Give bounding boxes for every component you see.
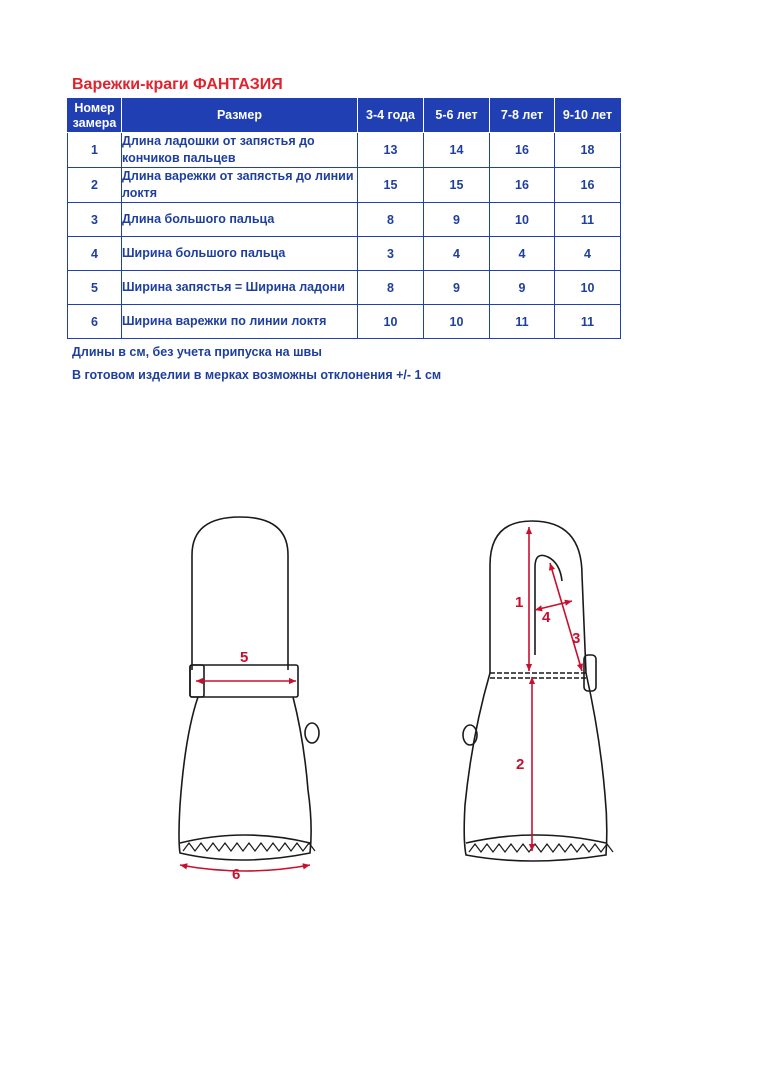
row-number: 6 bbox=[68, 305, 122, 339]
measure-3-label: 3 bbox=[572, 630, 581, 647]
cell-value: 15 bbox=[358, 168, 424, 203]
cell-value: 4 bbox=[555, 237, 621, 271]
row-number: 5 bbox=[68, 271, 122, 305]
mitten-back-view bbox=[179, 517, 319, 860]
cell-value: 8 bbox=[358, 203, 424, 237]
note-units: Длины в см, без учета припуска на швы bbox=[72, 345, 322, 359]
table-row bbox=[68, 271, 621, 305]
cell-value: 4 bbox=[424, 237, 490, 271]
table-row bbox=[68, 305, 621, 339]
cell-value: 16 bbox=[490, 133, 555, 168]
measure-6-label: 6 bbox=[232, 866, 241, 880]
palm-hand-outline bbox=[490, 521, 586, 673]
cell-value: 15 bbox=[424, 168, 490, 203]
measure-6-line bbox=[180, 865, 310, 871]
cell-value: 10 bbox=[358, 305, 424, 339]
cell-value: 11 bbox=[555, 305, 621, 339]
header-age-7-8: 7-8 лет bbox=[490, 99, 555, 133]
cell-value: 13 bbox=[358, 133, 424, 168]
table-header-row bbox=[68, 99, 621, 133]
cell-value: 16 bbox=[555, 168, 621, 203]
cell-value: 14 bbox=[424, 133, 490, 168]
measure-2-label: 2 bbox=[516, 756, 525, 773]
header-age-3-4: 3-4 года bbox=[358, 99, 424, 133]
mitten-palm-view bbox=[463, 521, 613, 861]
palm-cuff-outline bbox=[464, 673, 607, 861]
header-age-5-6: 5-6 лет bbox=[424, 99, 490, 133]
header-size: Размер bbox=[122, 99, 358, 133]
cell-value: 10 bbox=[424, 305, 490, 339]
palm-cuff-elastic bbox=[466, 835, 606, 843]
cell-value: 18 bbox=[555, 133, 621, 168]
table-row bbox=[68, 168, 621, 203]
cell-value: 16 bbox=[490, 168, 555, 203]
mitten-hand-outline bbox=[192, 517, 288, 670]
row-number: 3 bbox=[68, 203, 122, 237]
measure-4-label: 4 bbox=[542, 609, 551, 626]
cell-value: 9 bbox=[424, 203, 490, 237]
cell-value: 10 bbox=[555, 271, 621, 305]
measure-3-line bbox=[550, 563, 582, 671]
row-description: Ширина варежки по линии локтя bbox=[122, 305, 358, 339]
row-description: Длина варежки от запястья до линии локтя bbox=[122, 168, 358, 203]
cuff-zigzag bbox=[183, 843, 315, 851]
mitten-diagram bbox=[150, 505, 630, 880]
cell-value: 11 bbox=[490, 305, 555, 339]
page-title: Варежки-краги ФАНТАЗИЯ bbox=[72, 76, 283, 93]
measure-1-label: 1 bbox=[515, 594, 524, 611]
row-description: Ширина большого пальца bbox=[122, 237, 358, 271]
cuff-elastic bbox=[180, 835, 310, 843]
cell-value: 4 bbox=[490, 237, 555, 271]
row-number: 4 bbox=[68, 237, 122, 271]
header-age-9-10: 9-10 лет bbox=[555, 99, 621, 133]
row-number: 2 bbox=[68, 168, 122, 203]
size-table bbox=[67, 98, 621, 339]
table-row bbox=[68, 133, 621, 168]
hang-loop bbox=[305, 723, 319, 743]
cell-value: 9 bbox=[490, 271, 555, 305]
row-description: Ширина запястья = Ширина ладони bbox=[122, 271, 358, 305]
cell-value: 11 bbox=[555, 203, 621, 237]
row-description: Длина ладошки от запястья до кончиков пальцев bbox=[122, 133, 358, 168]
header-measure-number: Номер замера bbox=[68, 99, 122, 133]
measure-5-label: 5 bbox=[240, 649, 249, 666]
table-row bbox=[68, 237, 621, 271]
cell-value: 9 bbox=[424, 271, 490, 305]
cell-value: 3 bbox=[358, 237, 424, 271]
note-tolerance: В готовом изделии в мерках возможны отклонения +/- 1 см bbox=[72, 368, 442, 382]
palm-cuff-zigzag bbox=[469, 844, 613, 852]
measure-4-line bbox=[535, 601, 572, 610]
table-row bbox=[68, 203, 621, 237]
row-description: Длина большого пальца bbox=[122, 203, 358, 237]
row-number: 1 bbox=[68, 133, 122, 168]
cell-value: 8 bbox=[358, 271, 424, 305]
cell-value: 10 bbox=[490, 203, 555, 237]
